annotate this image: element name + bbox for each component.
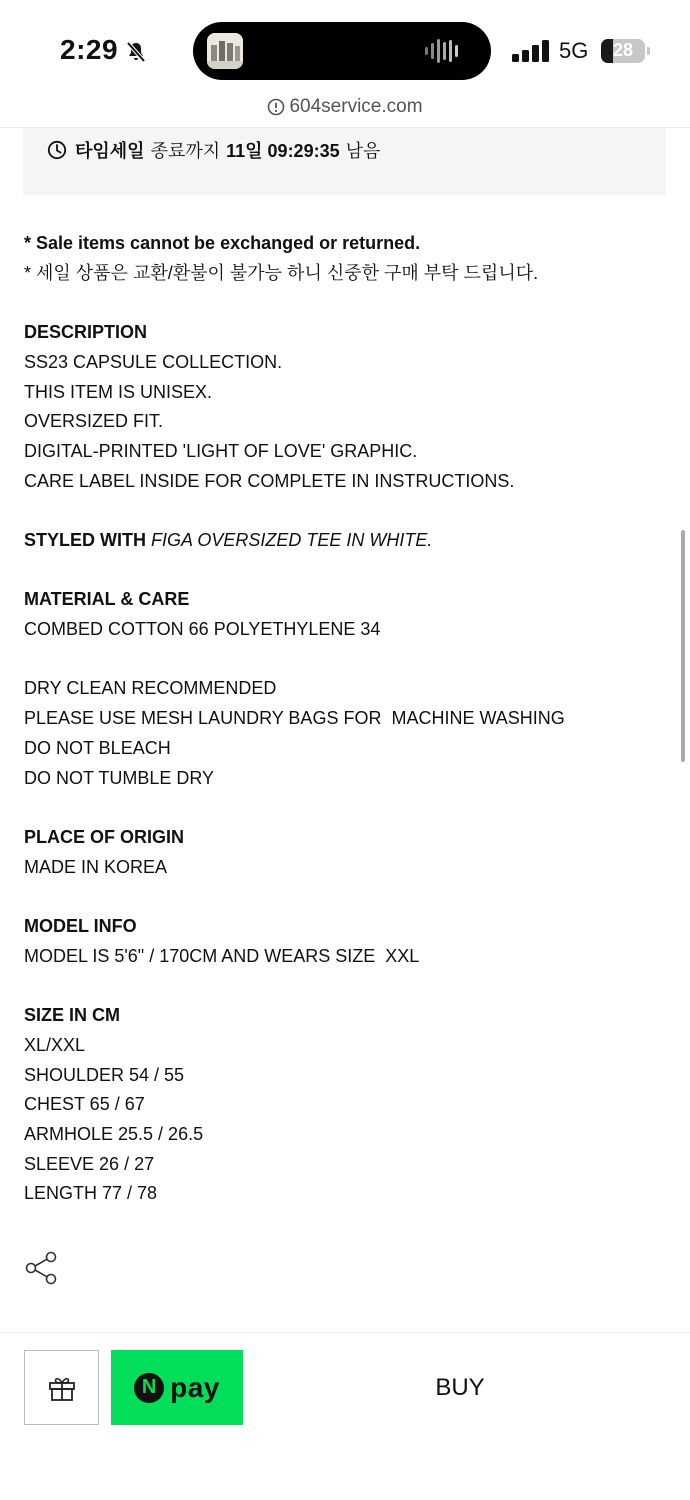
npay-button[interactable] [111,1350,243,1425]
origin-heading: PLACE OF ORIGIN [24,826,185,847]
size-line: ARMHOLE 25.5 / 26.5 [24,1123,204,1144]
battery-level: 28 [612,40,634,60]
gift-icon [47,1373,77,1403]
description-line: CARE LABEL INSIDE FOR COMPLETE IN INSTRUCTIONS. [24,470,515,491]
material-composition: COMBED COTTON 66 POLYETHYLENE 34 [24,619,381,640]
notice-english: * Sale items cannot be exchanged or returned. [24,233,421,253]
description-line: SS23 CAPSULE COLLECTION. [24,351,283,372]
size-line: SLEEVE 26 / 27 [24,1153,155,1174]
care-line: DO NOT BLEACH [24,737,171,758]
description-line: OVERSIZED FIT. [24,411,164,432]
npay-label: pay [170,1371,220,1403]
status-time: 2:29 [60,34,119,65]
model-heading: MODEL INFO [24,916,137,937]
styled-with-label: STYLED WITH [24,530,146,550]
scroll-indicator[interactable] [681,530,685,762]
size-heading: SIZE IN CM [24,1005,121,1026]
waveform-icon [423,39,463,63]
clock-icon [47,140,67,160]
origin-value: MADE IN KOREA [24,856,168,877]
care-line: DRY CLEAN RECOMMENDED [24,678,277,699]
care-line: PLEASE USE MESH LAUNDRY BAGS FOR MACHINE WASHING [24,708,565,729]
size-line: LENGTH 77 / 78 [24,1183,158,1204]
npay-logo-icon: N [134,1373,164,1403]
description-line: DIGITAL-PRINTED 'LIGHT OF LOVE' GRAPHIC. [24,440,418,461]
timesale-countdown: 11일 09:29:35 [226,141,340,161]
size-line: CHEST 65 / 67 [24,1094,145,1115]
styled-with [24,526,664,556]
care-line: DO NOT TUMBLE DRY [24,767,215,788]
styled-with-item: FIGA OVERSIZED TEE IN WHITE. [151,530,433,550]
size-line: XL/XXL [24,1034,86,1055]
share-icon[interactable] [24,1251,58,1285]
description-heading: DESCRIPTION [24,322,148,343]
buy-button[interactable]: BUY [260,1350,660,1425]
status-bar [0,0,690,96]
bottom-action-bar [0,1332,690,1500]
now-playing-thumbnail [207,33,243,69]
timesale-text: 종료까지 [150,141,221,161]
url-bar[interactable] [0,96,690,128]
model-value: MODEL IS 5'6" / 170CM AND WEARS SIZE XXL [24,945,420,966]
description-line: THIS ITEM IS UNISEX. [24,381,213,402]
timesale-suffix: 남음 [345,141,381,161]
battery-icon [601,39,649,63]
url-domain: 604service.com [289,96,423,117]
notice-korean: * 세일 상품은 교환/환불이 불가능 하니 신중한 구매 부탁 드립니다. [24,262,539,283]
network-type: 5G [559,38,589,63]
dynamic-island[interactable] [193,22,491,80]
material-heading: MATERIAL & CARE [24,589,190,610]
info-circle-icon [267,98,285,116]
signal-icon [512,40,550,62]
product-details [24,229,664,1209]
size-line: SHOULDER 54 / 55 [24,1064,185,1085]
timesale-banner [23,128,666,195]
bell-slash-icon [124,40,148,64]
gift-button[interactable] [24,1350,99,1425]
timesale-label: 타임세일 [75,141,145,161]
